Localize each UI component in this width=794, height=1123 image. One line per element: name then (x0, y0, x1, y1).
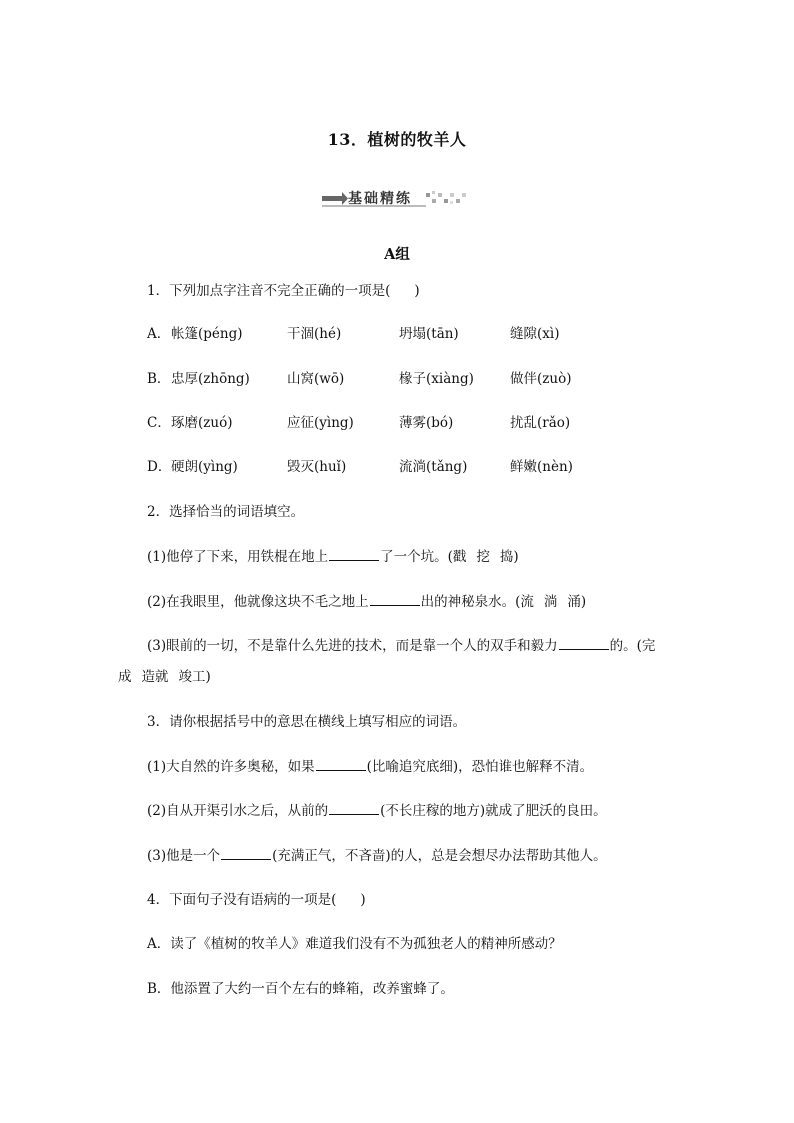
q2-sentence-3-cont: 成 造就 竣工) (118, 669, 211, 685)
answer-blank (329, 548, 379, 561)
answer-blank (559, 637, 609, 650)
option-item: 椽子(xiàng) (399, 371, 474, 387)
option-item: 帐篷(péng) (171, 326, 243, 342)
q1-stem: 1．下列加点字注音不完全正确的一项是( ) (147, 283, 420, 299)
q3-sentence-2: (2)自从开渠引水之后，从前的 (不长庄稼的地方)就成了肥沃的良田。 (147, 803, 607, 819)
answer-blank (329, 802, 379, 815)
q3-sentence-1: (1)大自然的许多奥秘，如果 (比喻追究底细)，恐怕谁也解释不清。 (147, 759, 594, 775)
option-item: 坍塌(tān) (399, 326, 459, 342)
option-item: 薄雾(bó) (399, 415, 454, 431)
q4-stem: 4．下面句子没有语病的一项是( ) (147, 892, 366, 908)
option-item: 山窝(wō) (287, 371, 345, 387)
q1-option-a (147, 322, 667, 340)
q3-stem: 3．请你根据括号中的意思在横线上填写相应的词语。 (147, 714, 467, 730)
q4-option-a: A．读了《植树的牧羊人》难道我们没有不为孤独老人的精神所感动？ (147, 936, 562, 952)
option-letter: D． (147, 459, 172, 475)
option-item: 鲜嫩(nèn) (510, 459, 573, 475)
q3-sentence-3: (3)他是一个 (充满正气，不吝啬)的人，总是会想尽办法帮助其他人。 (147, 848, 607, 864)
option-item: 做伴(zuò) (510, 371, 572, 387)
q1-option-c (147, 411, 667, 429)
page-title: 13．植树的牧羊人 (327, 130, 467, 149)
option-item: 琢磨(zuó) (171, 415, 233, 431)
q2-sentence-2: (2)在我眼里，他就像这块不毛之地上 出的神秘泉水。(流 淌 涌) (147, 594, 587, 610)
q2-sentence-3: (3)眼前的一切，不是靠什么先进的技术，而是靠一个人的双手和毅力 的。(完 (147, 638, 656, 654)
q2-sentence-1: (1)他停了下来，用铁棍在地上 了一个坑。(戳 挖 捣) (147, 549, 519, 565)
option-item: 应征(yìng) (287, 415, 354, 431)
option-item: 扰乱(rǎo) (510, 415, 571, 431)
option-item: 硬朗(yìng) (171, 459, 238, 475)
option-item: 流淌(tǎng) (399, 459, 468, 475)
q1-option-d (147, 455, 667, 473)
q4-option-b: B．他添置了大约一百个左右的蜂箱，改养蜜蜂了。 (147, 981, 454, 997)
answer-blank (316, 758, 366, 771)
group-heading: A组 (384, 246, 410, 263)
option-letter: B． (147, 371, 171, 387)
option-letter: A． (147, 326, 171, 342)
option-item: 忠厚(zhōng) (171, 371, 250, 387)
option-item: 毁灭(huǐ) (287, 459, 347, 475)
banner-label: 基础精练 (348, 191, 412, 207)
answer-blank (221, 847, 271, 860)
answer-blank (370, 593, 420, 606)
q2-stem: 2．选择恰当的词语填空。 (147, 504, 305, 520)
option-item: 缝隙(xì) (510, 326, 560, 342)
q1-option-b (147, 367, 667, 385)
section-banner (322, 187, 472, 209)
option-letter: C． (147, 415, 171, 431)
option-item: 干涸(hé) (287, 326, 342, 342)
